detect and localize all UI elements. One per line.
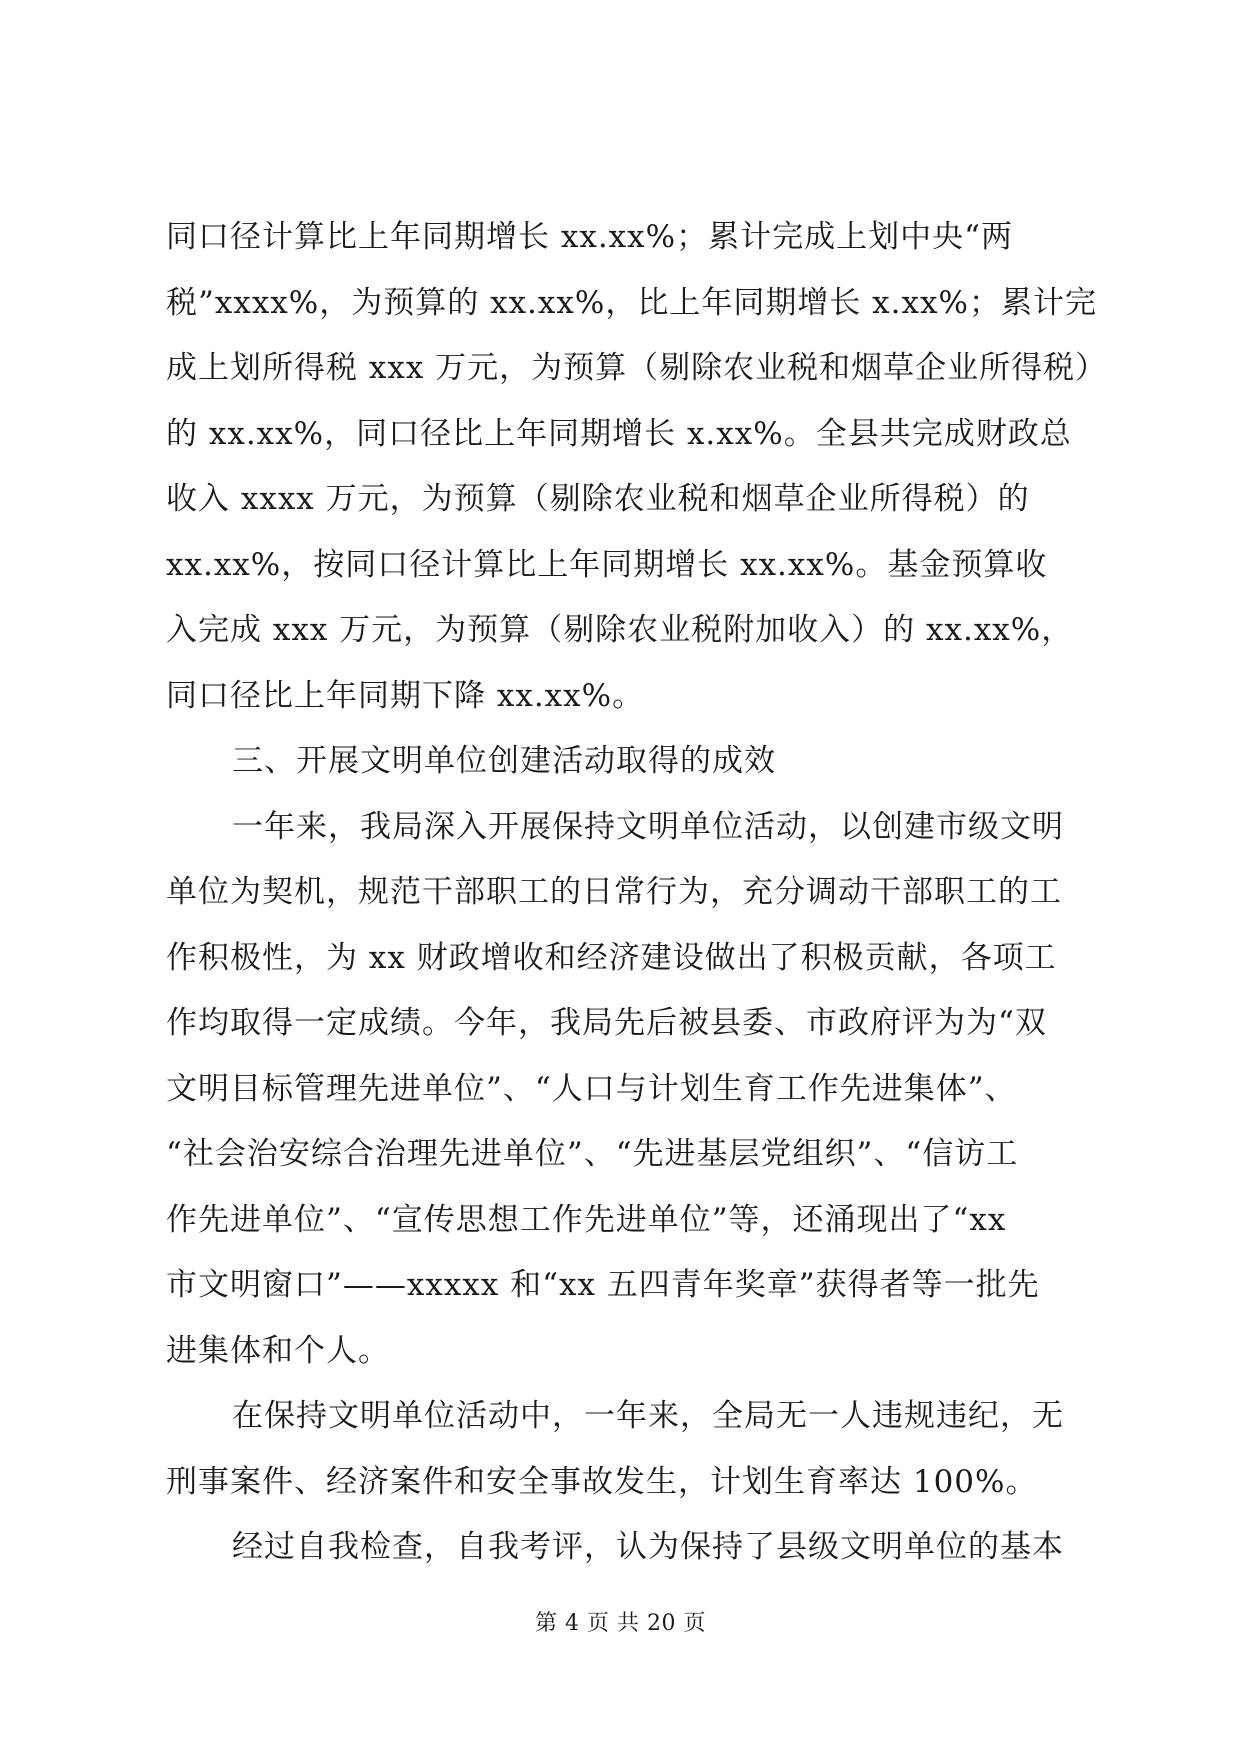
- text-line: 收入 xxxx 万元，为预算（剔除农业税和烟草企业所得税）的: [166, 481, 1030, 517]
- text-line: 同口径比上年同期下降 xx.xx%。: [166, 677, 645, 714]
- text-line: 同口径计算比上年同期增长 xx.xx%；累计完成上划中央“两: [166, 219, 1013, 255]
- text-line: 一年来，我局深入开展保持文明单位活动，以创建市级文明: [232, 808, 1064, 845]
- text-line: 作先进单位”、“宣传思想工作先进单位”等，还涌现出了“xx: [166, 1201, 1007, 1238]
- text-line: 刑事案件、经济案件和安全事故发生，计划生育率达 100%。: [166, 1463, 1038, 1500]
- text-line: 作均取得一定成绩。今年，我局先后被县委、市政府评为为“双: [166, 1005, 1047, 1041]
- text-line: “社会治安综合治理先进单位”、“先进基层党组织”、“信访工: [166, 1136, 1019, 1172]
- document-body: [166, 205, 1108, 1581]
- text-line: 进集体和个人。: [166, 1332, 390, 1369]
- page-footer: 第 4 页 共 20 页: [535, 1611, 706, 1636]
- text-line: 入完成 xxx 万元，为预算（剔除农业税附加收入）的 xx.xx%，: [166, 612, 1074, 648]
- text-line: 的 xx.xx%，同口径比上年同期增长 x.xx%。全县共完成财政总: [166, 415, 1072, 452]
- text-line: 税”xxxx%，为预算的 xx.xx%，比上年同期增长 x.xx%；累计完: [166, 284, 1097, 321]
- text-line: 文明目标管理先进单位”、“人口与计划生育工作先进集体”、: [166, 1070, 1017, 1107]
- text-line: xx.xx%，按同口径计算比上年同期增长 xx.xx%。基金预算收: [166, 546, 1048, 583]
- text-line: 成上划所得税 xxx 万元，为预算（剔除农业税和烟草企业所得税）: [166, 350, 1108, 386]
- text-line: 在保持文明单位活动中，一年来，全局无一人违规违纪，无: [232, 1398, 1064, 1434]
- text-line: 作积极性，为 xx 财政增收和经济建设做出了积极贡献，各项工: [166, 939, 1057, 976]
- text-line: 市文明窗口”——xxxxx 和“xx 五四青年奖章”获得者等一批先: [166, 1267, 1040, 1303]
- text-line: 经过自我检查，自我考评，认为保持了县级文明单位的基本: [232, 1529, 1064, 1565]
- text-line: 三、开展文明单位创建活动取得的成效: [232, 743, 776, 779]
- text-line: 单位为契机，规范干部职工的日常行为，充分调动干部职工的工: [166, 874, 1062, 910]
